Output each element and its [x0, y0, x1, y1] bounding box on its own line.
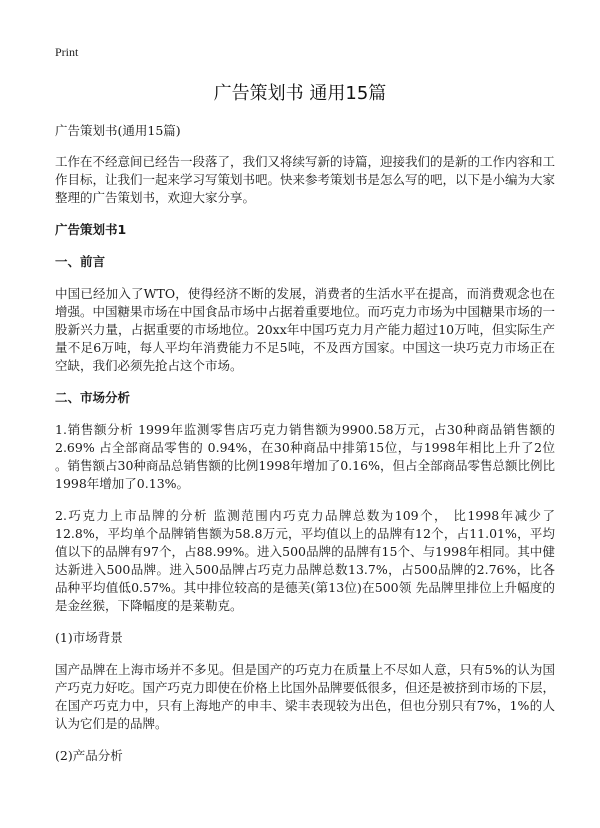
- brand-analysis-paragraph: 2.巧克力上市品牌的分析 监测范围内巧克力品牌总数为109个， 比1998年减少了12.8%，平均单个品牌销售额为58.8万元，平均值以上的品牌有12个，占11.01%，平均值以下的品牌有97个，占88.99%。进入500品牌的品牌有15个、与1998年相同。其中健达新进入500品牌。进入500品牌占巧克力品牌总数13.7%，占500品牌的2.76%，比各品种平均值低0.57%。其中排位较高的是德芙(第13位)在500领 先品牌里排位上升幅度的是金丝猴，下降幅度的是莱勒克。: [55, 508, 555, 613]
- section1-heading: 广告策划书1: [55, 222, 127, 237]
- market-background-label: (1)市场背景: [55, 630, 123, 645]
- product-analysis-label: (2)产品分析: [55, 748, 123, 763]
- preface-paragraph: 中国已经加入了WTO，使得经济不断的发展，消费者的生活水平在提高，而消费观念也在增强。中国糖果市场在中国食品市场中占据着重要地位。而巧克力市场为中国糖果市场的一股新兴力量，占据重要的市场地位。20xx年中国巧克力月产能力超过10万吨，但实际生产量不足6万吨，每人平均年消费能力不足5吨，不及西方国家。中国这一块巧克力市场正在空缺，我们必须先抢占这个市场。: [55, 286, 556, 373]
- preface-heading: 一、前言: [55, 254, 106, 269]
- document-subtitle: 广告策划书(通用15篇): [55, 123, 181, 138]
- document-body: [55, 122, 555, 779]
- market-background-paragraph: 国产品牌在上海市场并不多见。但是国产的巧克力在质量上不尽如人意，只有5%的认为国产巧克力好吃。国产巧克力即使在价格上比国外品牌要低很多，但还是被挤到市场的下层，在国产巧克力中，只有上海地产的申丰、梁丰表现较为出色，但也分别只有7%，1%的人认为它们是的品牌。: [55, 662, 556, 731]
- market-analysis-heading: 二、市场分析: [55, 390, 131, 405]
- sales-analysis-paragraph: 1.销售额分析 1999年监测零售店巧克力销售额为9900.58万元，占30种商品销售额的2.69% 占全部商品零售的 0.94%，在30种商品中排第15位，与1998年相比上升了2位 。销售额占30种商品总销售额的比例1998年增加了0.16%，但占全部商品零售总额比例比1998年增加了0.13%。: [55, 422, 555, 491]
- document-title: 广告策划书 通用15篇: [213, 83, 387, 104]
- intro-paragraph: 工作在不经意间已经告一段落了，我们又将续写新的诗篇，迎接我们的是新的工作内容和工作目标，让我们一起来学习写策划书吧。快来参考策划书是怎么写的吧，以下是小编为大家整理的广告策划书，欢迎大家分享。: [55, 154, 556, 205]
- print-link[interactable]: Print: [55, 45, 79, 59]
